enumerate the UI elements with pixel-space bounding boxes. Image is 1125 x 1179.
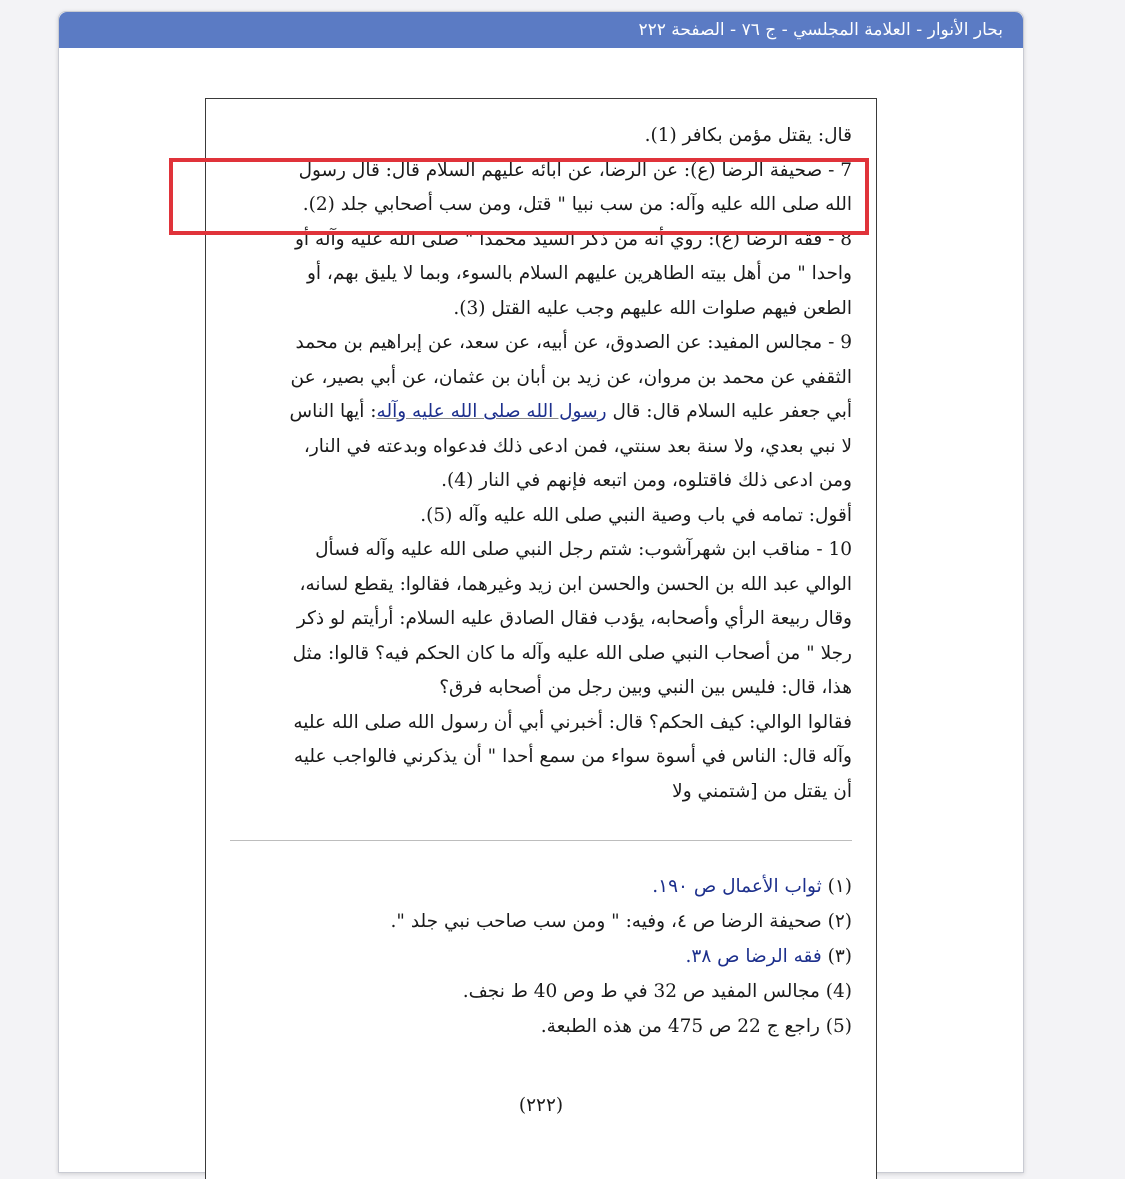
body-line: 10 - مناقب ابن شهرآشوب: شتم رجل النبي صلى الله عليه وآله فسأل — [315, 539, 852, 560]
window-title: بحار الأنوار - العلامة المجلسي - ج ٧٦ - الصفحة ٢٢٢ — [59, 12, 1023, 48]
body-line: وآله قال: الناس في أسوة سواء من سمع أحدا " أن يذكرني فالواجب عليه — [293, 746, 852, 767]
body-line: الله صلى الله عليه وآله: من سب نبيا " قتل، ومن سب أصحابي جلد (2). — [302, 194, 852, 215]
footnote-item — [228, 974, 852, 1009]
body-line: لا نبي بعدي، ولا سنة بعد سنتي، فمن ادعى ذلك فدعواه وبدعته في النار، — [303, 435, 852, 457]
book-page — [205, 98, 877, 1179]
highlight-annotation-box — [169, 158, 869, 235]
page-number: (٢٢٢) — [518, 1095, 564, 1116]
body-line: أقول: تمامه في باب وصية النبي صلى الله عليه وآله (5). — [420, 504, 852, 526]
footnote-number: (٢) — [827, 911, 852, 932]
footnote-link[interactable]: ثواب الأعمال ص ١٩٠. — [652, 876, 822, 897]
body-line-text: : أيها الناس — [289, 401, 377, 422]
footnote-item — [228, 939, 852, 974]
body-line: الثقفي عن محمد بن مروان، عن زيد بن أبان بن عثمان، عن أبي بصير، عن — [290, 366, 852, 388]
footnote-item — [228, 869, 852, 904]
prophet-name-link[interactable]: رسول الله صلى الله عليه وآله — [376, 401, 607, 422]
body-line-text: أبي جعفر عليه السلام قال: قال — [606, 401, 852, 422]
body-line: وقال ربيعة الرأي وأصحابه، يؤدب فقال الصادق عليه السلام: أرأيتم لو ذكر — [296, 608, 852, 629]
body-line: الوالي عبد الله بن الحسن والحسن ابن زيد وغيرهما، فقالوا: يقطع لسانه، — [299, 573, 852, 595]
footnote-text: صحيفة الرضا ص ٤، وفيه: " ومن سب صاحب نبي جلد ". — [390, 911, 822, 932]
footnote-text: مجالس المفيد ص 32 في ط وص 40 ط نجف. — [462, 981, 820, 1002]
footnote-divider — [230, 840, 852, 841]
body-line: رجلا " من أصحاب النبي صلى الله عليه وآله ما كان الحكم فيه؟ قالوا: مثل — [292, 642, 852, 664]
body-line: فقالوا الوالي: كيف الحكم؟ قال: أخبرني أبي أن رسول الله صلى الله عليه — [293, 711, 852, 733]
body-line: واحدا " من أهل بيته الطاهرين عليهم السلام بالسوء، وبما لا يليق بهم، أو — [306, 263, 852, 284]
body-line: هذا، قال: فليس بين النبي وبين رجل من أصحابه فرق؟ — [439, 677, 852, 698]
footnote-text: راجع ج 22 ص 475 من هذه الطبعة. — [540, 1016, 820, 1037]
body-line: قال: يقتل مؤمن بكافر (1). — [644, 125, 852, 146]
footnotes — [228, 869, 852, 1044]
body-line: 9 - مجالس المفيد: عن الصدوق، عن أبيه، عن سعد، عن إبراهيم بن محمد — [295, 332, 852, 353]
footnote-number: (4) — [825, 981, 852, 1002]
footnote-number: (5) — [825, 1016, 852, 1037]
footnote-link[interactable]: فقه الرضا ص ٣٨. — [685, 946, 822, 967]
body-line: الطعن فيهم صلوات الله عليهم وجب عليه القتل (3). — [453, 297, 852, 319]
body-line: أن يقتل من [شتمني ولا — [672, 780, 852, 802]
document-window — [58, 11, 1024, 1173]
footnote-number: (١) — [827, 876, 852, 897]
footnote-number: (٣) — [827, 946, 852, 967]
body-line: ومن ادعى ذلك فاقتلوه، ومن اتبعه فإنهم في النار (4). — [441, 470, 852, 491]
footnote-item — [228, 1009, 852, 1044]
footnote-item — [228, 904, 852, 939]
body-line: 7 - صحيفة الرضا (ع): عن الرضا، عن آبائه عليهم السلام قال: قال رسول — [298, 159, 852, 181]
body-line: 8 - فقه الرضا (ع): روي أنه من ذكر السيد محمدا " صلى الله عليه وآله أو — [295, 228, 852, 250]
body-line — [228, 395, 852, 430]
